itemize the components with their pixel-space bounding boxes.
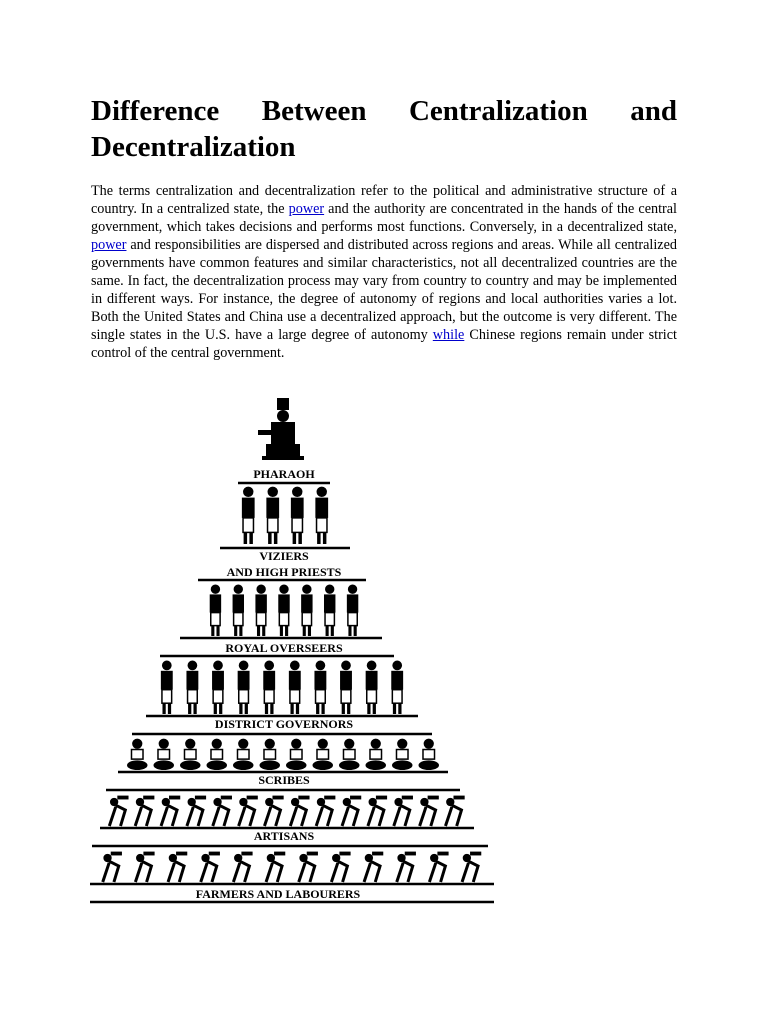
- paragraph-text: The terms centralization and decentralization refer to the political and administrative structure of a country. In a centralized state, the: [91, 183, 677, 217]
- worker-figure: [187, 796, 206, 826]
- worker-figure: [161, 796, 180, 826]
- worker-figure: [264, 796, 283, 826]
- scribe-figure: [392, 739, 412, 770]
- label-royal-overseers: ROYAL OVERSEERS: [225, 641, 343, 655]
- label-district-governors: DISTRICT GOVERNORS: [214, 717, 354, 731]
- person-figure: [289, 661, 301, 714]
- title-word: and: [630, 95, 677, 127]
- person-figure: [340, 661, 352, 714]
- power-link[interactable]: power: [288, 201, 325, 217]
- paragraph-text: and responsibilities are dispersed and distributed across regions and areas. While all centralized governments have common features and similar characteristics, not all decentralized countries are the same. In fact, the decentralization process may vary from country to country and may be implemented in different ways. For instance, the degree of autonomy of regions and local authorities varies a lot. Both the United States and China use a decentralized approach, but the outcome is very different. The single states in the U.S. have a large degree of autonomy: [91, 237, 677, 343]
- worker-figure: [420, 796, 439, 826]
- person-figure: [391, 661, 403, 714]
- worker-figure: [168, 852, 187, 882]
- egyptian-social-pyramid-illustration: [88, 390, 498, 910]
- person-figure: [366, 661, 378, 714]
- label-farmers-labourers: FARMERS AND LABOURERS: [195, 887, 361, 901]
- scribe-figure: [180, 739, 200, 770]
- worker-figure: [239, 796, 258, 826]
- power-link-2[interactable]: power: [91, 237, 127, 253]
- person-figure: [161, 661, 173, 714]
- title-word: Between: [261, 95, 367, 127]
- pharaoh-figure: [258, 398, 304, 460]
- person-figure: [266, 487, 279, 544]
- person-figure: [263, 661, 275, 714]
- worker-figure: [445, 796, 464, 826]
- worker-figure: [368, 796, 387, 826]
- worker-figure: [109, 796, 128, 826]
- scribe-figure: [127, 739, 147, 770]
- scribe-figure: [233, 739, 253, 770]
- royal-overseers-row: [210, 585, 359, 636]
- person-figure: [233, 585, 244, 636]
- worker-figure: [266, 852, 285, 882]
- person-figure: [255, 585, 266, 636]
- worker-figure: [394, 796, 413, 826]
- worker-figure: [397, 852, 416, 882]
- title-line-1: [91, 93, 677, 129]
- worker-figure: [462, 852, 481, 882]
- scribe-figure: [286, 739, 306, 770]
- artisans-row: [109, 796, 464, 826]
- title-word: Centralization: [408, 95, 588, 127]
- worker-figure: [331, 852, 350, 882]
- viziers-row: [242, 487, 328, 544]
- person-figure: [324, 585, 335, 636]
- label-artisans: ARTISANS: [253, 829, 315, 843]
- person-figure: [315, 487, 328, 544]
- worker-figure: [213, 796, 232, 826]
- while-link[interactable]: while: [432, 327, 465, 343]
- paragraph-text: Chinese regions remain under strict control of the central government.: [91, 327, 677, 361]
- scribe-figure: [366, 739, 386, 770]
- page-title: [91, 93, 677, 165]
- person-figure: [314, 661, 326, 714]
- person-figure: [291, 487, 304, 544]
- scribe-figure: [313, 739, 333, 770]
- scribes-row: [127, 739, 439, 770]
- paragraph-text: and the authority are concentrated in the hands of the central government, which takes decisions and performs most functions. Conversely, in a decentralized state,: [91, 201, 677, 235]
- label-scribes: SCRIBES: [258, 773, 310, 787]
- label-high-priests: AND HIGH PRIESTS: [226, 565, 342, 579]
- worker-figure: [299, 852, 318, 882]
- scribe-figure: [339, 739, 359, 770]
- worker-figure: [290, 796, 309, 826]
- scribe-figure: [260, 739, 280, 770]
- person-figure: [212, 661, 224, 714]
- person-figure: [242, 487, 255, 544]
- worker-figure: [135, 852, 154, 882]
- scribe-figure: [207, 739, 227, 770]
- person-figure: [238, 661, 250, 714]
- scribe-figure: [419, 739, 439, 770]
- scribe-figure: [154, 739, 174, 770]
- worker-figure: [364, 852, 383, 882]
- worker-figure: [233, 852, 252, 882]
- label-pharaoh: PHARAOH: [253, 467, 315, 481]
- person-figure: [186, 661, 198, 714]
- worker-figure: [342, 796, 361, 826]
- worker-figure: [429, 852, 448, 882]
- intro-paragraph: [91, 182, 677, 362]
- worker-figure: [103, 852, 122, 882]
- district-governors-row: [161, 661, 403, 714]
- person-figure: [278, 585, 289, 636]
- worker-figure: [201, 852, 220, 882]
- title-line-2: Decentralization: [91, 131, 296, 163]
- worker-figure: [135, 796, 154, 826]
- person-figure: [301, 585, 312, 636]
- person-figure: [347, 585, 358, 636]
- person-figure: [210, 585, 221, 636]
- title-word: Difference: [91, 95, 220, 127]
- worker-figure: [316, 796, 335, 826]
- label-viziers: VIZIERS: [259, 549, 309, 563]
- farmers-row: [103, 852, 482, 882]
